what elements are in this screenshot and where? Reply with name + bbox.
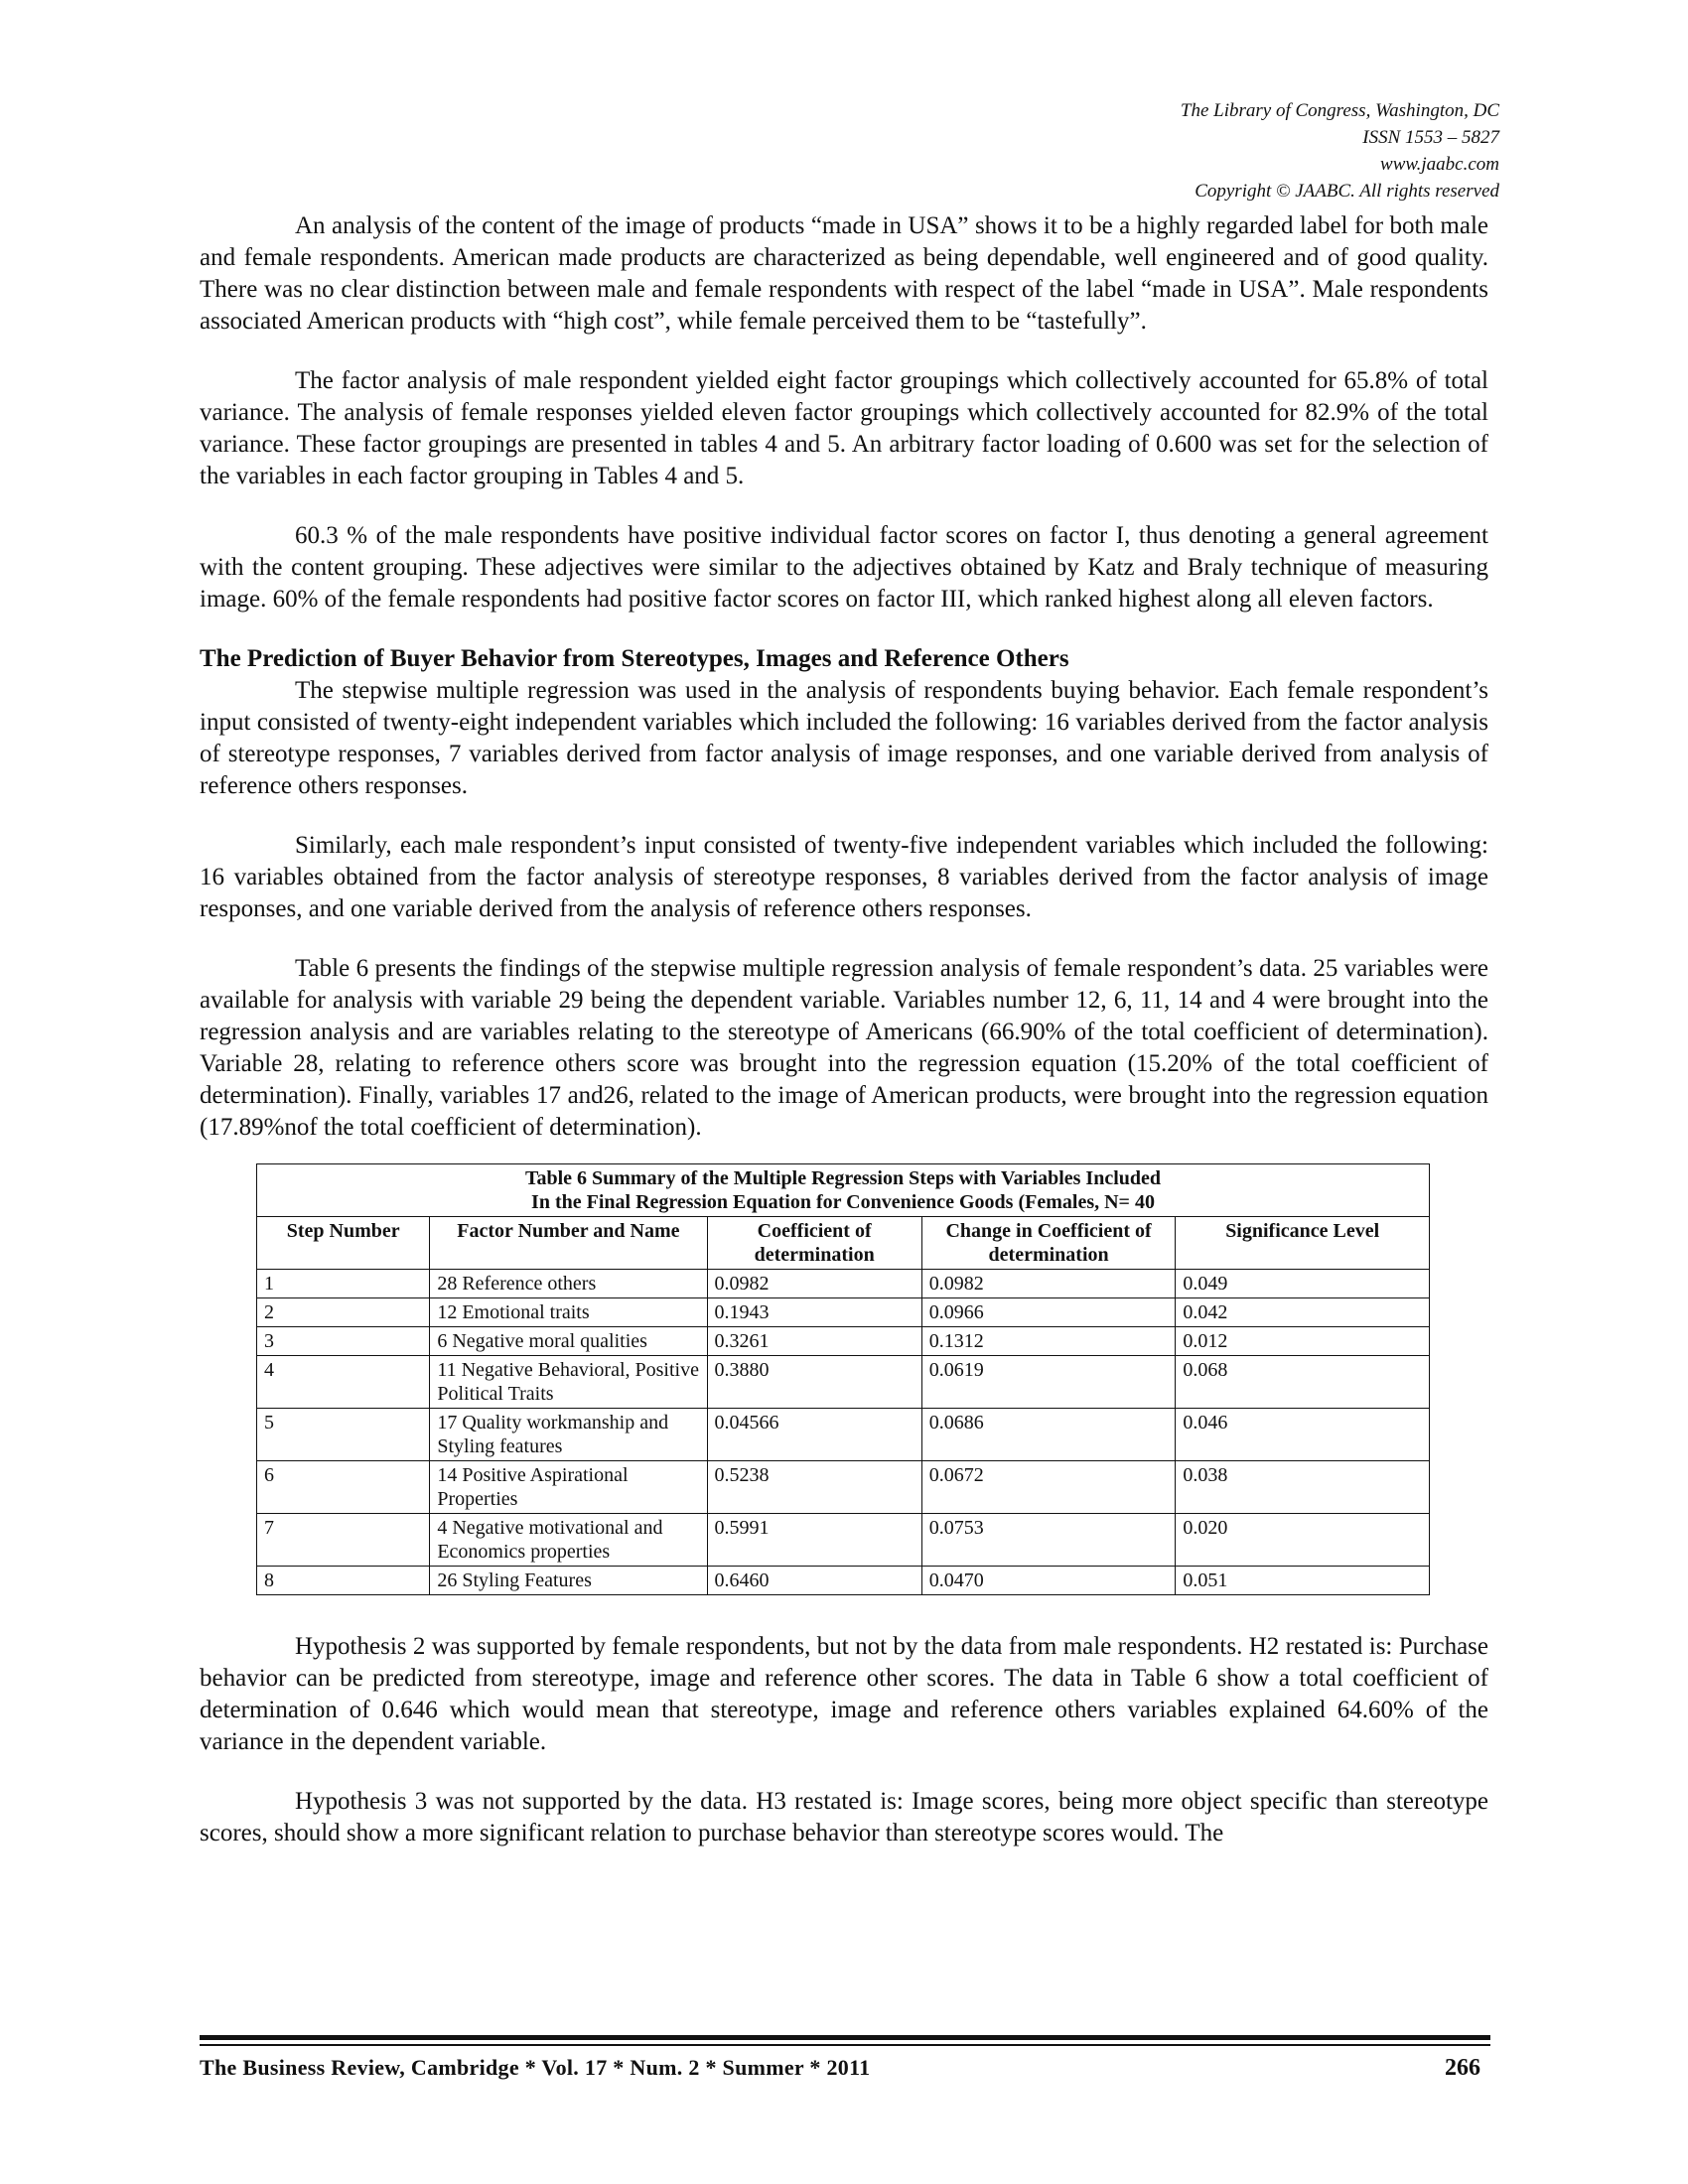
paragraph-table6-findings: Table 6 presents the findings of the stepwise multiple regression analysis of female respondent’s data. 25 variables were available for analysis with variable 29 being the dependent variable. Variables number 12, 6, 11, 14 and 4 were brought into the regression analysis and are variables relating to the stereotype of Americans (66.90% of the total coefficient of determination). Variable 28, relating to reference others score was brought into the regression equation (15.20% of the total coefficient of determination). Finally, variables 17 and26, related to the image of American products, were brought into the regression equation (17.89%nof the total coefficient of determination). [200, 955, 1488, 1141]
col-header-step: Step Number [257, 1217, 430, 1270]
cell-step: 1 [257, 1270, 430, 1298]
cell-step: 6 [257, 1461, 430, 1514]
cell-factor: 17 Quality workmanship and Styling features [430, 1409, 707, 1461]
cell-coefficient: 0.6460 [707, 1567, 921, 1595]
cell-change: 0.0672 [921, 1461, 1176, 1514]
cell-change: 0.1312 [921, 1327, 1176, 1356]
table-row [257, 1298, 1430, 1327]
paragraph-stepwise-regression: The stepwise multiple regression was used in the analysis of respondents buying behavior. Each female respondent’s input consisted of twenty-eight independent variables which included the following: 16 variables derived from the factor analysis of stereotype responses, 7 variables derived from factor analysis of image responses, and one variable derived from analysis of reference others responses. [200, 677, 1488, 799]
cell-change: 0.0686 [921, 1409, 1176, 1461]
cell-significance: 0.051 [1176, 1567, 1430, 1595]
cell-factor: 12 Emotional traits [430, 1298, 707, 1327]
header-library: The Library of Congress, Washington, DC [1180, 100, 1499, 121]
footer-journal: The Business Review, Cambridge * Vol. 17 * Num. 2 * Summer * 2011 [200, 2055, 871, 2080]
cell-change: 0.0619 [921, 1356, 1176, 1409]
cell-significance: 0.046 [1176, 1409, 1430, 1461]
paragraph-factor-analysis: The factor analysis of male respondent yielded eight factor groupings which collectively accounted for 65.8% of total variance. The analysis of female responses yielded eleven factor groupings which collectively accounted for 82.9% of the total variance. These factor groupings are presented in tables 4 and 5. An arbitrary factor loading of 0.600 was set for the selection of the variables in each factor grouping in Tables 4 and 5. [200, 367, 1488, 489]
cell-factor: 4 Negative motivational and Economics properties [430, 1514, 707, 1567]
cell-factor: 28 Reference others [430, 1270, 707, 1298]
cell-significance: 0.020 [1176, 1514, 1430, 1567]
cell-change: 0.0753 [921, 1514, 1176, 1567]
footer-rule-thick [200, 2035, 1490, 2040]
cell-significance: 0.042 [1176, 1298, 1430, 1327]
cell-change: 0.0982 [921, 1270, 1176, 1298]
header-copyright: Copyright © JAABC. All rights reserved [1195, 181, 1499, 202]
cell-coefficient: 0.0982 [707, 1270, 921, 1298]
table-row [257, 1409, 1430, 1461]
table-row [257, 1461, 1430, 1514]
cell-factor: 6 Negative moral qualities [430, 1327, 707, 1356]
cell-step: 5 [257, 1409, 430, 1461]
section-heading: The Prediction of Buyer Behavior from Stereotypes, Images and Reference Others [200, 645, 1069, 672]
table-6 [256, 1163, 1430, 1595]
paragraph-hypothesis-2: Hypothesis 2 was supported by female respondents, but not by the data from male respondents. H2 restated is: Purchase behavior can be predicted from stereotype, image and reference other scores. The data in Table 6 show a total coefficient of determination of 0.646 which would mean that stereotype, image and reference others variables explained 64.60% of the variance in the dependent variable. [200, 1633, 1488, 1755]
table-caption [257, 1164, 1430, 1217]
col-header-significance: Significance Level [1176, 1217, 1430, 1270]
cell-coefficient: 0.1943 [707, 1298, 921, 1327]
cell-coefficient: 0.5238 [707, 1461, 921, 1514]
paragraph-hypothesis-3: Hypothesis 3 was not supported by the data. H3 restated is: Image scores, being more object specific than stereotype scores, should show a more significant relation to purchase behavior than stereotype scores would. The [200, 1788, 1488, 1846]
cell-factor: 14 Positive Aspirational Properties [430, 1461, 707, 1514]
cell-coefficient: 0.3880 [707, 1356, 921, 1409]
table-row [257, 1514, 1430, 1567]
cell-step: 2 [257, 1298, 430, 1327]
table-header-row [257, 1217, 1430, 1270]
col-header-change: Change in Coefficient of determination [921, 1217, 1176, 1270]
header-website: www.jaabc.com [1380, 154, 1499, 175]
cell-change: 0.0470 [921, 1567, 1176, 1595]
table-caption-line2: In the Final Regression Equation for Convenience Goods (Females, N= 40 [531, 1191, 1155, 1213]
page-number: 266 [1445, 2055, 1480, 2081]
cell-step: 7 [257, 1514, 430, 1567]
cell-step: 3 [257, 1327, 430, 1356]
cell-significance: 0.038 [1176, 1461, 1430, 1514]
paragraph-factor-scores: 60.3 % of the male respondents have positive individual factor scores on factor I, thus denoting a general agreement with the content grouping. These adjectives were similar to the adjectives obtained by Katz and Braly technique of measuring image. 60% of the female respondents had positive factor scores on factor III, which ranked highest along all eleven factors. [200, 522, 1488, 613]
table-row [257, 1567, 1430, 1595]
col-header-factor: Factor Number and Name [430, 1217, 707, 1270]
cell-significance: 0.049 [1176, 1270, 1430, 1298]
table-row [257, 1327, 1430, 1356]
cell-step: 8 [257, 1567, 430, 1595]
cell-factor: 11 Negative Behavioral, Positive Political Traits [430, 1356, 707, 1409]
page-footer [200, 2055, 1480, 2082]
table-row [257, 1356, 1430, 1409]
header-issn: ISSN 1553 – 5827 [1362, 127, 1499, 148]
paragraph-made-in-usa: An analysis of the content of the image of products “made in USA” shows it to be a highly regarded label for both male and female respondents. American made products are characterized as being dependable, well engineered and of good quality. There was no clear distinction between male and female respondents with respect of the label “made in USA”. Male respondents associated American products with “high cost”, while female perceived them to be “tastefully”. [200, 212, 1488, 335]
cell-coefficient: 0.04566 [707, 1409, 921, 1461]
cell-significance: 0.068 [1176, 1356, 1430, 1409]
table-caption-line1: Table 6 Summary of the Multiple Regression Steps with Variables Included [524, 1167, 1162, 1189]
table-row [257, 1270, 1430, 1298]
running-header [1181, 97, 1499, 205]
paragraph-male-inputs: Similarly, each male respondent’s input consisted of twenty-five independent variables which included the following: 16 variables obtained from the factor analysis of stereotype responses, 8 variables derived from the factor analysis of image responses, and one variable derived from the analysis of reference others responses. [200, 832, 1488, 922]
cell-significance: 0.012 [1176, 1327, 1430, 1356]
cell-coefficient: 0.3261 [707, 1327, 921, 1356]
footer-rule-thin [200, 2044, 1490, 2046]
article-body [200, 210, 1488, 1877]
regression-table [256, 1163, 1430, 1595]
cell-change: 0.0966 [921, 1298, 1176, 1327]
col-header-coefficient: Coefficient of determination [707, 1217, 921, 1270]
cell-step: 4 [257, 1356, 430, 1409]
cell-factor: 26 Styling Features [430, 1567, 707, 1595]
cell-coefficient: 0.5991 [707, 1514, 921, 1567]
